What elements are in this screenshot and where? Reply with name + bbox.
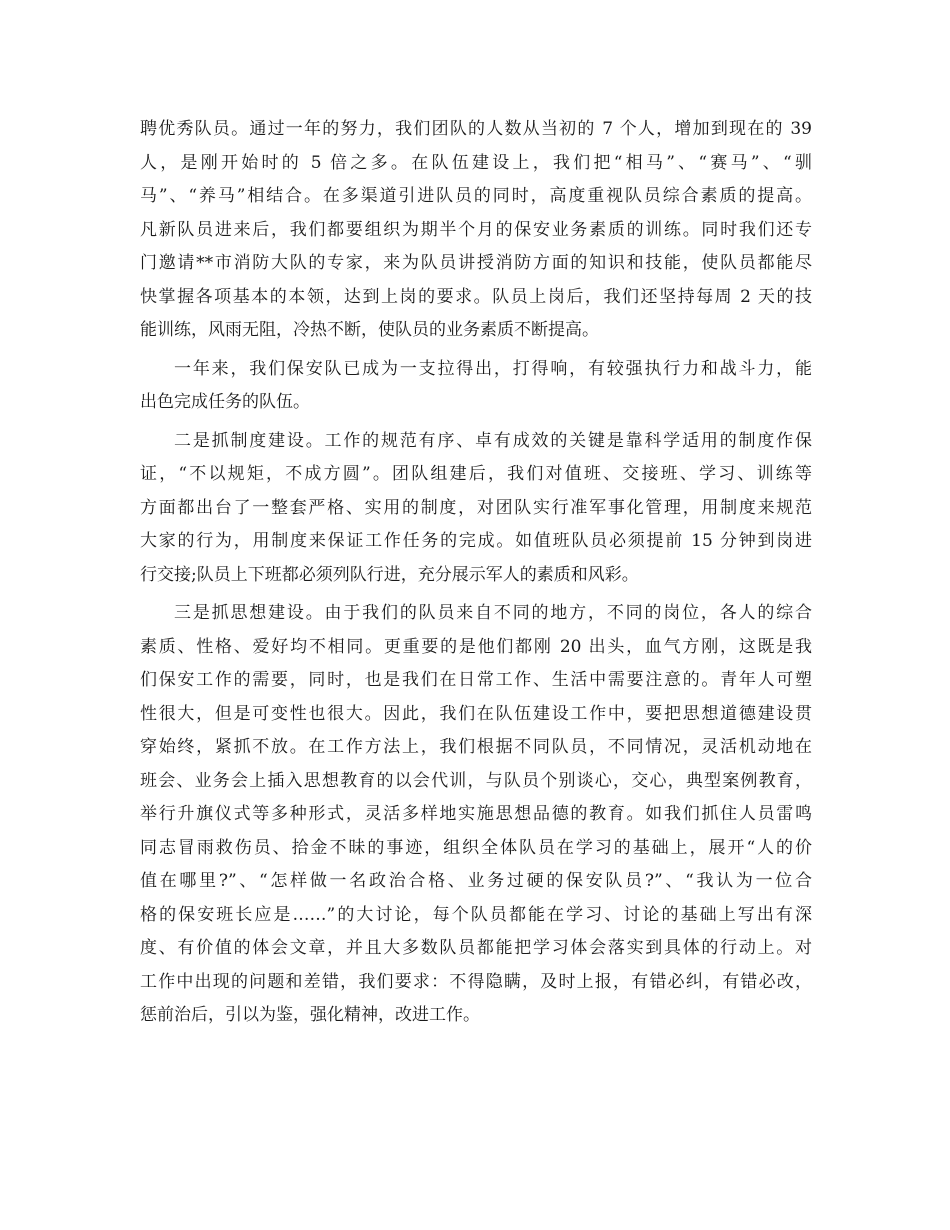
text-line: 班会、业务会上插入思想教育的以会代训，与队员个别谈心，交心，典型案例教育， (140, 770, 812, 791)
text-line: 证，“不以规矩，不成方圆”。团队组建后，我们对值班、交接班、学习、训练等 (140, 464, 812, 484)
document-body (140, 113, 812, 1033)
text-line: 素质、性格、爱好均不相同。更重要的是他们都刚 20 出头，血气方刚，这既是我 (140, 636, 812, 657)
text-line: 惩前治后，引以为鉴，强化精神，改进工作。 (140, 1005, 480, 1025)
text-line: 工作中出现的问题和差错，我们要求：不得隐瞒，及时上报，有错必纠，有错必改， (140, 971, 812, 992)
text-line: 一年来，我们保安队已成为一支拉得出，打得响，有较强执行力和战斗力，能 (174, 358, 812, 379)
text-line: 们保安工作的需要，同时，也是我们在日常工作、生活中需要注意的。青年人可塑 (140, 670, 812, 690)
paragraph-1 (140, 113, 812, 348)
text-line: 性很大，但是可变性也很大。因此，我们在队伍建设工作中，要把思想道德建设贯 (140, 703, 812, 724)
text-line: 聘优秀队员。通过一年的努力，我们团队的人数从当初的 7 个人，增加到现在的 39 (140, 119, 812, 139)
text-line: 凡新队员进来后，我们都要组织为期半个月的保安业务素质的训练。同时我们还专 (140, 219, 812, 240)
text-line: 能训练，风雨无阻，冷热不断，使队员的业务素质不断提高。 (140, 320, 599, 340)
text-line: 三是抓思想建设。由于我们的队员来自不同的地方，不同的岗位，各人的综合 (174, 603, 812, 623)
text-line: 门邀请**市消防大队的专家，来为队员讲授消防方面的知识和技能，使队员都能尽 (140, 253, 812, 273)
text-line: 格的保安班长应是……”的大讨论，每个队员都能在学习、讨论的基础上写出有深 (140, 904, 812, 925)
paragraph-4 (140, 597, 812, 1033)
paragraph-2 (140, 353, 812, 420)
paragraph-3 (140, 425, 812, 593)
text-line: 行交接;队员上下班都必须列队行进，充分展示军人的素质和风彩。 (140, 564, 639, 585)
text-line: 二是抓制度建设。工作的规范有序、卓有成效的关键是靠科学适用的制度作保 (174, 430, 812, 451)
text-line: 举行升旗仪式等多种形式，灵活多样地实施思想品德的教育。如我们抓住人员雷鸣 (140, 804, 812, 824)
text-line: 方面都出台了一整套严格、实用的制度，对团队实行准军事化管理，用制度来规范 (140, 497, 812, 518)
text-line: 度、有价值的体会文章，并且大多数队员都能把学习体会落实到具体的行动上。对 (140, 938, 812, 958)
text-line: 出色完成任务的队伍。 (140, 392, 310, 412)
text-line: 马”、“养马”相结合。在多渠道引进队员的同时，高度重视队员综合素质的提高。 (140, 186, 812, 206)
text-line: 值在哪里?”、“怎样做一名政治合格、业务过硬的保安队员?”、“我认为一位合 (140, 871, 812, 891)
text-line: 同志冒雨救伤员、拾金不昧的事迹，组织全体队员在学习的基础上，展开“人的价 (140, 837, 812, 858)
text-line: 快掌握各项基本的本领，达到上岗的要求。队员上岗后，我们还坚持每周 2 天的技 (140, 286, 812, 307)
text-line: 人，是刚开始时的 5 倍之多。在队伍建设上，我们把“相马”、“赛马”、“驯 (140, 152, 812, 173)
text-line: 穿始终，紧抓不放。在工作方法上，我们根据不同队员，不同情况，灵活机动地在 (140, 737, 812, 757)
text-line: 大家的行为，用制度来保证工作任务的完成。如值班队员必须提前 15 分钟到岗进 (140, 531, 812, 551)
